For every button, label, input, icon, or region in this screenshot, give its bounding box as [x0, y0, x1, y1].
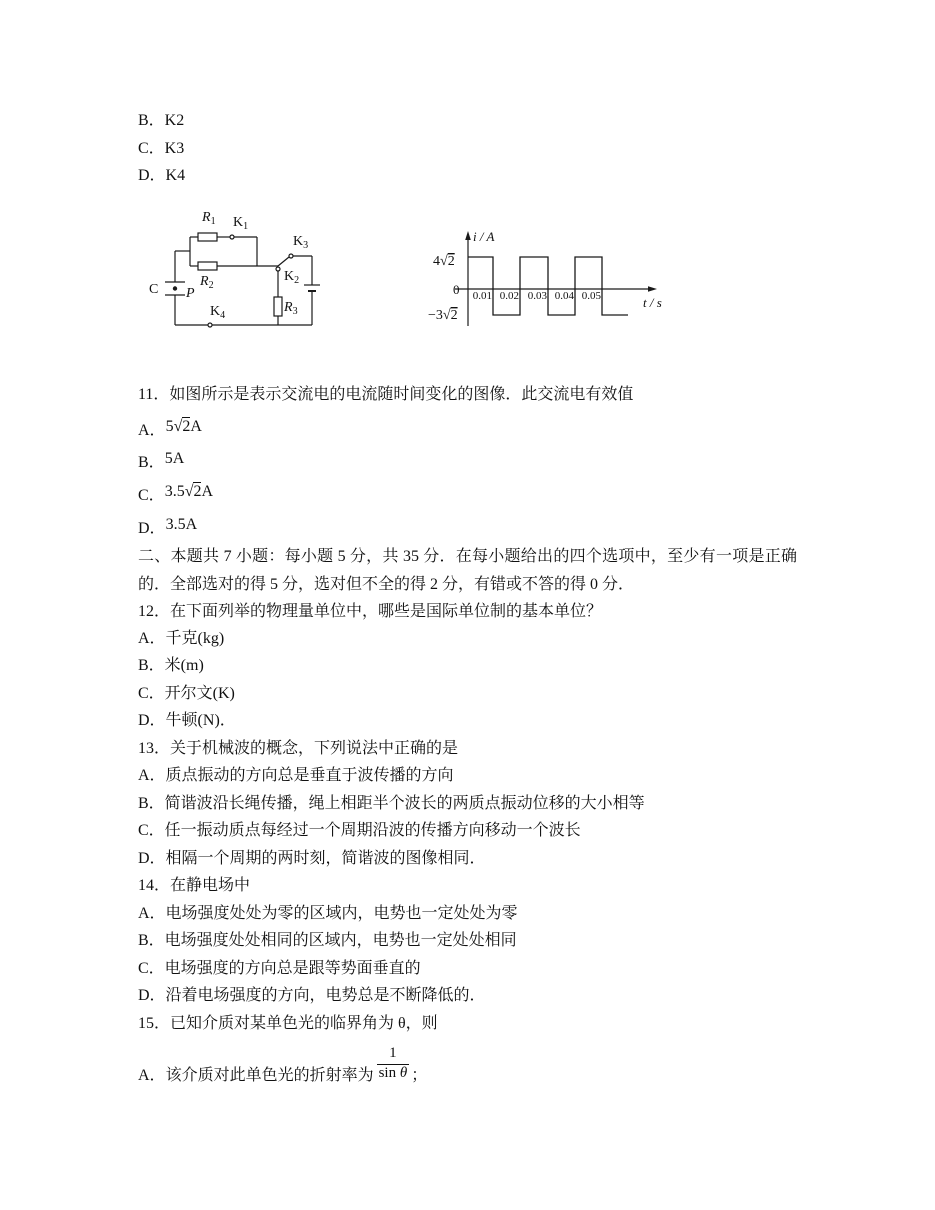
q14-stem: 14．在静电场中 — [138, 877, 251, 894]
resistor-r2 — [198, 262, 217, 270]
x-tick-label: 0.01 — [472, 290, 492, 302]
theta-variable: θ — [399, 1065, 408, 1081]
label-subscript: 2 — [294, 275, 300, 286]
option-d: D．K4 — [138, 167, 186, 184]
option-value: 3.5A — [165, 516, 198, 533]
circuit-diagram — [140, 200, 325, 335]
q15-option-a — [138, 1045, 428, 1086]
resistor-r3 — [274, 297, 282, 316]
label-symbol: K — [284, 269, 295, 284]
x-tick-label: 0.04 — [554, 290, 574, 302]
option-tail: ； — [411, 1067, 428, 1084]
q13-option-c: C．任一振动质点每经过一个周期沿波的传播方向移动一个波长 — [138, 822, 581, 839]
resistor-r1 — [198, 233, 217, 241]
sin-function: sin — [378, 1065, 397, 1081]
option-text: 该介质对此单色光的折射率为 — [165, 1067, 374, 1084]
option-value — [166, 418, 202, 435]
label-subscript: 3 — [292, 306, 298, 317]
section2-intro-line-2: 的．全部选对的得 5 分，选对但不全的得 2 分，有错或不答的得 0 分． — [138, 576, 635, 593]
label-symbol: K — [233, 215, 244, 230]
switch-k2 — [276, 267, 280, 271]
value-unit: A — [190, 418, 202, 435]
label-c: C — [149, 282, 159, 297]
q14-option-d: D．沿着电场强度的方向，电势总是不断降低的． — [138, 987, 486, 1004]
q13-stem: 13．关于机械波的概念，下列说法中正确的是 — [138, 740, 459, 757]
q12-option-c: C．开尔文(K) — [138, 685, 235, 702]
option-letter: D． — [138, 520, 166, 537]
q11-stem: 11．如图所示是表示交流电的电流随时间变化的图像．此交流电有效值 — [138, 386, 634, 403]
q13-option-a: A．质点振动的方向总是垂直于波传播的方向 — [138, 767, 454, 784]
label-prefix: −3√ — [428, 308, 451, 323]
square-wave — [468, 257, 628, 315]
current-time-graph — [420, 222, 670, 332]
label-r2 — [199, 274, 214, 291]
option-letter: C． — [138, 487, 165, 504]
option-b: B．K2 — [138, 112, 185, 129]
label-symbol: K — [293, 234, 304, 249]
value-prefix: 3.5√ — [164, 483, 194, 500]
q12-option-a: A．千克(kg) — [138, 630, 225, 647]
label-r1 — [201, 210, 216, 227]
high-level-label — [433, 254, 455, 269]
q14-option-b: B．电场强度处处相同的区域内，电势也一定处处相同 — [138, 932, 517, 949]
label-k4 — [210, 304, 225, 321]
x-axis-arrow — [648, 286, 657, 292]
section2-intro-line-1: 二、本题共 7 小题：每小题 5 分，共 35 分．在每小题给出的四个选项中，至少有一项是正确 — [138, 548, 797, 565]
option-value — [165, 483, 213, 500]
label-prefix: 4√ — [433, 254, 448, 269]
label-symbol: K — [210, 304, 221, 319]
switch-k4 — [208, 323, 212, 327]
q11-option-d — [138, 516, 198, 539]
q13-option-b: B．简谐波沿长绳传播，绳上相距半个波长的两质点振动位移的大小相等 — [138, 795, 645, 812]
q11-option-a — [138, 418, 202, 441]
label-subscript: 4 — [220, 310, 226, 321]
graph-labels — [428, 229, 662, 323]
x-axis-label: t / s — [643, 295, 662, 310]
option-letter: A． — [138, 1067, 166, 1084]
value-unit: A — [201, 483, 214, 500]
q13-option-d: D．相隔一个周期的两时刻，简谐波的图像相同． — [138, 850, 486, 867]
label-subscript: 1 — [210, 216, 216, 227]
q14-option-c: C．电场强度的方向总是跟等势面垂直的 — [138, 960, 421, 977]
fraction — [377, 1045, 410, 1081]
x-tick-label: 0.03 — [527, 290, 547, 302]
label-subscript: 3 — [303, 240, 309, 251]
radicand: 2 — [447, 254, 455, 269]
label-symbol: R — [200, 274, 209, 289]
low-level-label — [428, 308, 458, 323]
q12-option-b: B．米(m) — [138, 657, 204, 674]
radicand: 2 — [193, 483, 202, 500]
q12-option-d: D．牛顿(N)． — [138, 712, 236, 729]
option-letter: A． — [138, 422, 166, 439]
switch-k3-blade — [278, 257, 289, 266]
value-prefix: 5√ — [165, 418, 183, 435]
origin-label: 0 — [453, 282, 460, 297]
label-subscript: 2 — [208, 280, 214, 291]
label-symbol: R — [284, 300, 293, 315]
y-axis-label: i / A — [473, 229, 495, 244]
y-axis-arrow — [465, 231, 471, 240]
label-p: P — [186, 286, 195, 301]
x-tick-label: 0.05 — [581, 290, 601, 302]
option-letter: B． — [138, 454, 165, 471]
point-p-dot — [173, 287, 176, 290]
label-k2 — [284, 269, 299, 286]
x-tick-label: 0.02 — [499, 290, 519, 302]
option-c: C．K3 — [138, 140, 185, 157]
q14-option-a: A．电场强度处处为零的区域内，电势也一定处处为零 — [138, 905, 518, 922]
fraction-numerator: 1 — [377, 1045, 410, 1065]
radicand: 2 — [450, 308, 458, 323]
q11-option-b — [138, 450, 185, 473]
switch-k3 — [289, 254, 293, 258]
label-r3 — [283, 300, 298, 317]
label-subscript: 1 — [243, 221, 249, 232]
label-k1 — [233, 215, 248, 232]
option-value: 5A — [164, 450, 185, 467]
switch-k1 — [230, 235, 234, 239]
q15-stem: 15．已知介质对某单色光的临界角为 θ，则 — [138, 1015, 438, 1032]
label-k3 — [293, 234, 308, 251]
label-symbol: R — [202, 210, 211, 225]
q11-option-c — [138, 483, 214, 506]
radicand: 2 — [182, 418, 191, 435]
fraction-denominator — [379, 1065, 408, 1081]
q12-stem: 12．在下面列举的物理量单位中，哪些是国际单位制的基本单位？ — [138, 603, 603, 620]
